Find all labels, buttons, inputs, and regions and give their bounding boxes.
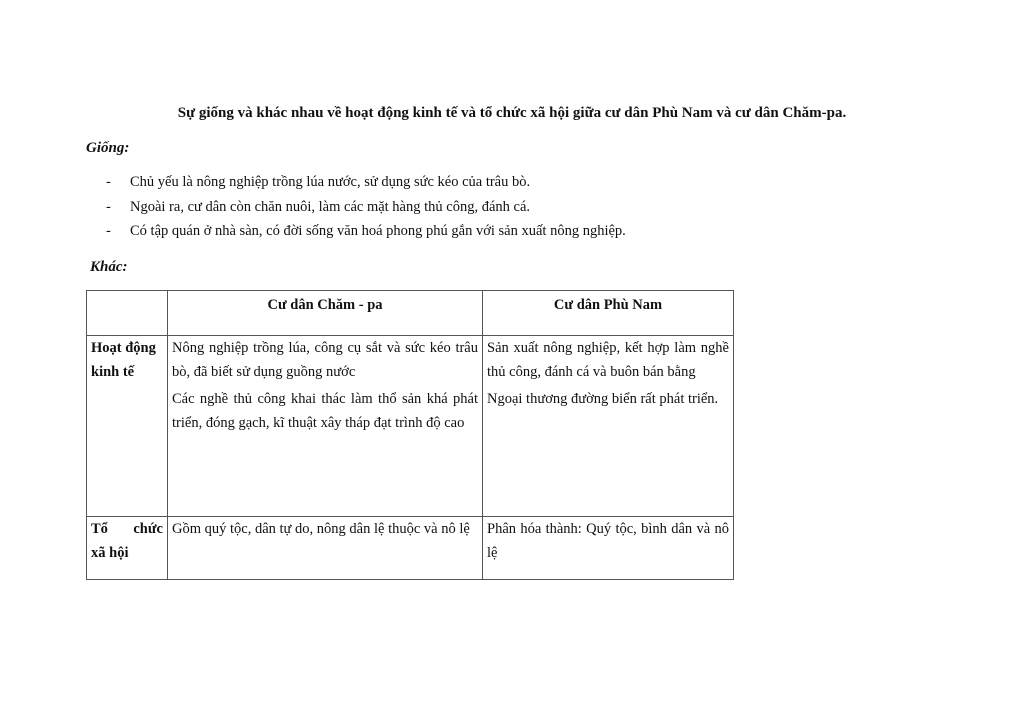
cell-paragraph: Phân hóa thành: Quý tộc, bình dân và nô lệ: [487, 521, 729, 561]
row-label-society: [87, 517, 168, 580]
list-item: [106, 197, 626, 222]
list-item-text: Ngoài ra, cư dân còn chăn nuôi, làm các mặt hàng thủ công, đánh cá.: [130, 198, 531, 215]
list-item: [106, 221, 626, 246]
cell-phunam-society: [483, 517, 734, 580]
list-item-text: Có tập quán ở nhà sàn, có đời sống văn hoá phong phú gắn với sản xuất nông nghiệp.: [130, 223, 626, 239]
cell-paragraph: Nông nghiệp trồng lúa, công cụ sắt và sức kéo trâu bò, đã biết sử dụng guồng nước: [172, 340, 478, 380]
bullet-dash: -: [106, 198, 111, 215]
document-title: Sự giống và khác nhau về hoạt động kinh tế và tổ chức xã hội giữa cư dân Phù Nam và cư dân Chăm-pa.: [177, 105, 847, 121]
header-phunam: Cư dân Phù Nam: [483, 291, 734, 336]
list-item: [106, 172, 626, 197]
bullet-dash: -: [106, 174, 111, 190]
cell-champa-society: [168, 517, 483, 580]
differences-heading: Khác:: [90, 259, 128, 275]
table-row: [87, 336, 734, 517]
row-label-line: Hoạt động: [91, 340, 156, 356]
similarities-heading: Giống:: [86, 140, 130, 156]
cell-phunam-economy: [483, 336, 734, 517]
bullet-dash: -: [106, 223, 111, 239]
row-label-line: kinh tế: [91, 364, 135, 380]
row-label-line: xã hội: [91, 545, 129, 561]
header-champa: Cư dân Chăm - pa: [168, 291, 483, 336]
table-header-row: [87, 291, 734, 336]
header-empty-cell: [87, 291, 168, 336]
row-label-economy: [87, 336, 168, 517]
similarities-list: [106, 172, 626, 246]
cell-paragraph: Sản xuất nông nghiệp, kết hợp làm nghề thủ công, đánh cá và buôn bán bằng: [487, 340, 729, 380]
cell-champa-economy: [168, 336, 483, 517]
table-row: [87, 517, 734, 580]
row-label-line: Tổ chức: [91, 521, 163, 537]
cell-paragraph: Ngoại thương đường biển rất phát triển.: [487, 391, 719, 407]
comparison-table: [86, 290, 734, 580]
list-item-text: Chủ yếu là nông nghiệp trồng lúa nước, sử dụng sức kéo của trâu bò.: [130, 174, 531, 190]
cell-paragraph: Gồm quý tộc, dân tự do, nông dân lệ thuộc và nô lệ: [172, 521, 470, 537]
cell-paragraph: Các nghề thủ công khai thác làm thổ sản khá phát triển, đóng gạch, kĩ thuật xây tháp đạt trình độ cao: [172, 391, 478, 431]
